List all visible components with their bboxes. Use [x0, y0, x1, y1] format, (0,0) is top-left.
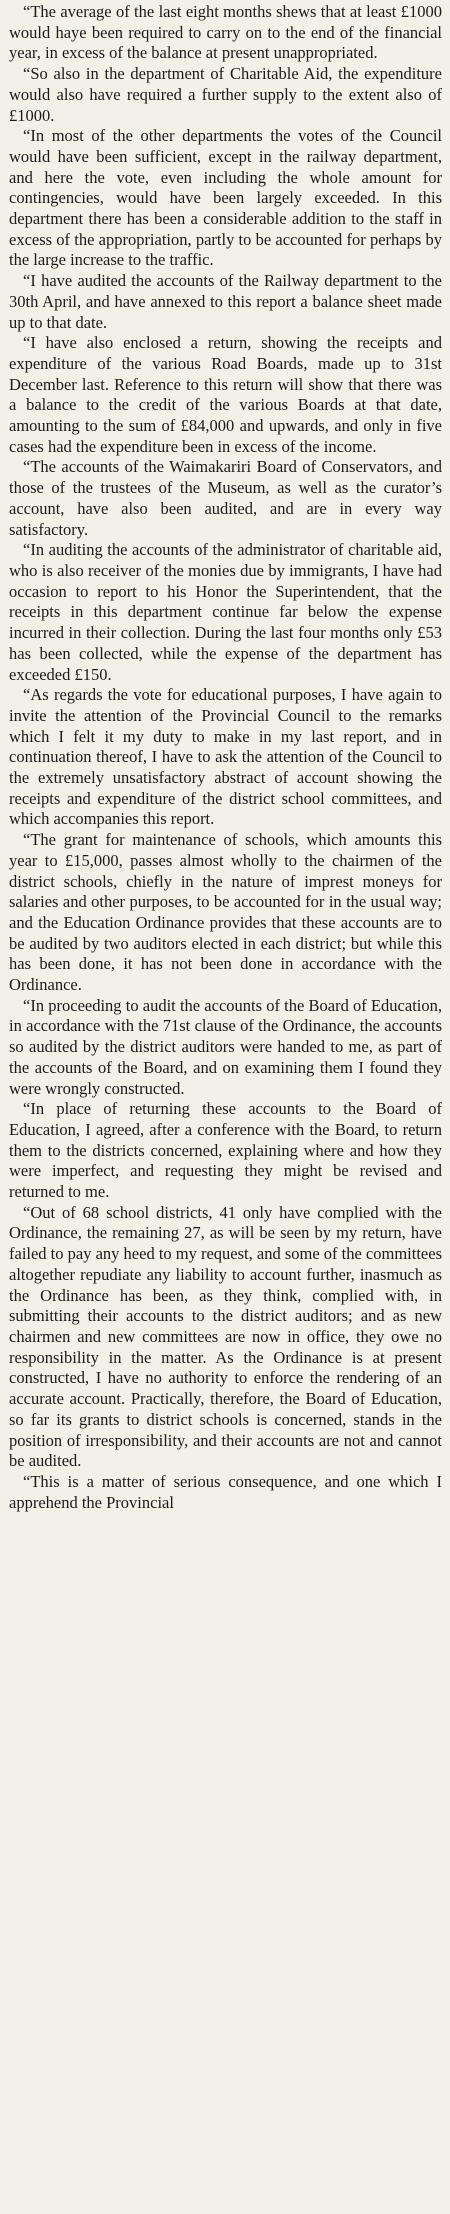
paragraph-12: “Out of 68 school districts, 41 only have complied with the Ordinance, the remaining 27, as will be seen by my return, have failed to pay any heed to my request, and some of the committees altogether repudiate any liability to account further, inasmuch as the Ordinance has been, as they think, complied with, in submitting their accounts to the district auditors; and as new chairmen and new committees are now in office, they owe no responsibility in the matter. As the Ordinance is at present constructed, I have no authority to enforce the rendering of an accurate account. Practically, therefore, the Board of Education, so far its grants to district schools is concerned, stands in the position of irresponsibility, and their accounts are not and cannot be audited. [9, 1202, 442, 1471]
paragraph-9: “The grant for maintenance of schools, which amounts this year to £15,000, passes almost wholly to the chairmen of the district schools, chiefly in the nature of imprest moneys for salaries and other purposes, to be accounted for in the usual way; and the Education Ordinance provides that these accounts are to be audited by two auditors elected in each district; but while this has been done, it has not been done in accordance with the Ordinance. [9, 830, 442, 995]
paragraph-3: “In most of the other departments the votes of the Council would have been sufficient, except in the railway department, and here the vote, even including the whole amount for contingencies, would have been largely exceeded. In this department there has been a considerable addition to the staff in excess of the appropriation, partly to be accounted for perhaps by the large increase to the traffic. [9, 126, 442, 270]
paragraph-8: “As regards the vote for educational purposes, I have again to invite the attention of the Provincial Council to the remarks which I felt it my duty to make in my last report, and in continuation thereof, I have to ask the attention of the Council to the extremely unsatisfactory abstract of account showing the receipts and expenditure of the district school committees, and which accompanies this report. [9, 685, 442, 829]
paragraph-6: “The accounts of the Waimakariri Board of Conservators, and those of the trustees of the Museum, as well as the curator’s account, have also been audited, and are in every way satisfactory. [9, 457, 442, 539]
paragraph-13: “This is a matter of serious consequence, and one which I apprehend the Provincial [9, 1471, 442, 1512]
paragraph-4: “I have audited the accounts of the Railway department to the 30th April, and have annexed to this report a balance sheet made up to that date. [9, 271, 442, 332]
paragraph-7: “In auditing the accounts of the administrator of charitable aid, who is also receiver of the monies due by immigrants, I have had occasion to report to his Honor the Superintendent, that the receipts in this department continue far below the expense incurred in their collection. During the last four months only £53 has been collected, while the expense of the department has exceeded £150. [9, 540, 442, 684]
paragraph-2: “So also in the department of Charitable Aid, the expenditure would also have required a further supply to the extent also of £1000. [9, 64, 442, 125]
paragraph-11: “In place of returning these accounts to the Board of Education, I agreed, after a conference with the Board, to return them to the districts concerned, explaining where and how they were imperfect, and requesting they might be revised and returned to me. [9, 1099, 442, 1202]
paragraph-10: “In proceeding to audit the accounts of the Board of Education, in accordance with the 71st clause of the Ordinance, the accounts so audited by the district auditors were handed to me, as part of the accounts of the Board, and on examining them I found they were wrongly constructed. [9, 995, 442, 1098]
paragraph-5: “I have also enclosed a return, showing the receipts and expenditure of the various Road Boards, made up to 31st December last. Reference to this return will show that there was a balance to the credit of the various Boards at that date, amounting to the sum of £84,000 and upwards, and only in five cases had the expenditure been in excess of the income. [9, 333, 442, 456]
paragraph-1: “The average of the last eight months shews that at least £1000 would haye been required to carry on to the end of the financial year, in excess of the balance at present unappropriated. [9, 2, 442, 63]
